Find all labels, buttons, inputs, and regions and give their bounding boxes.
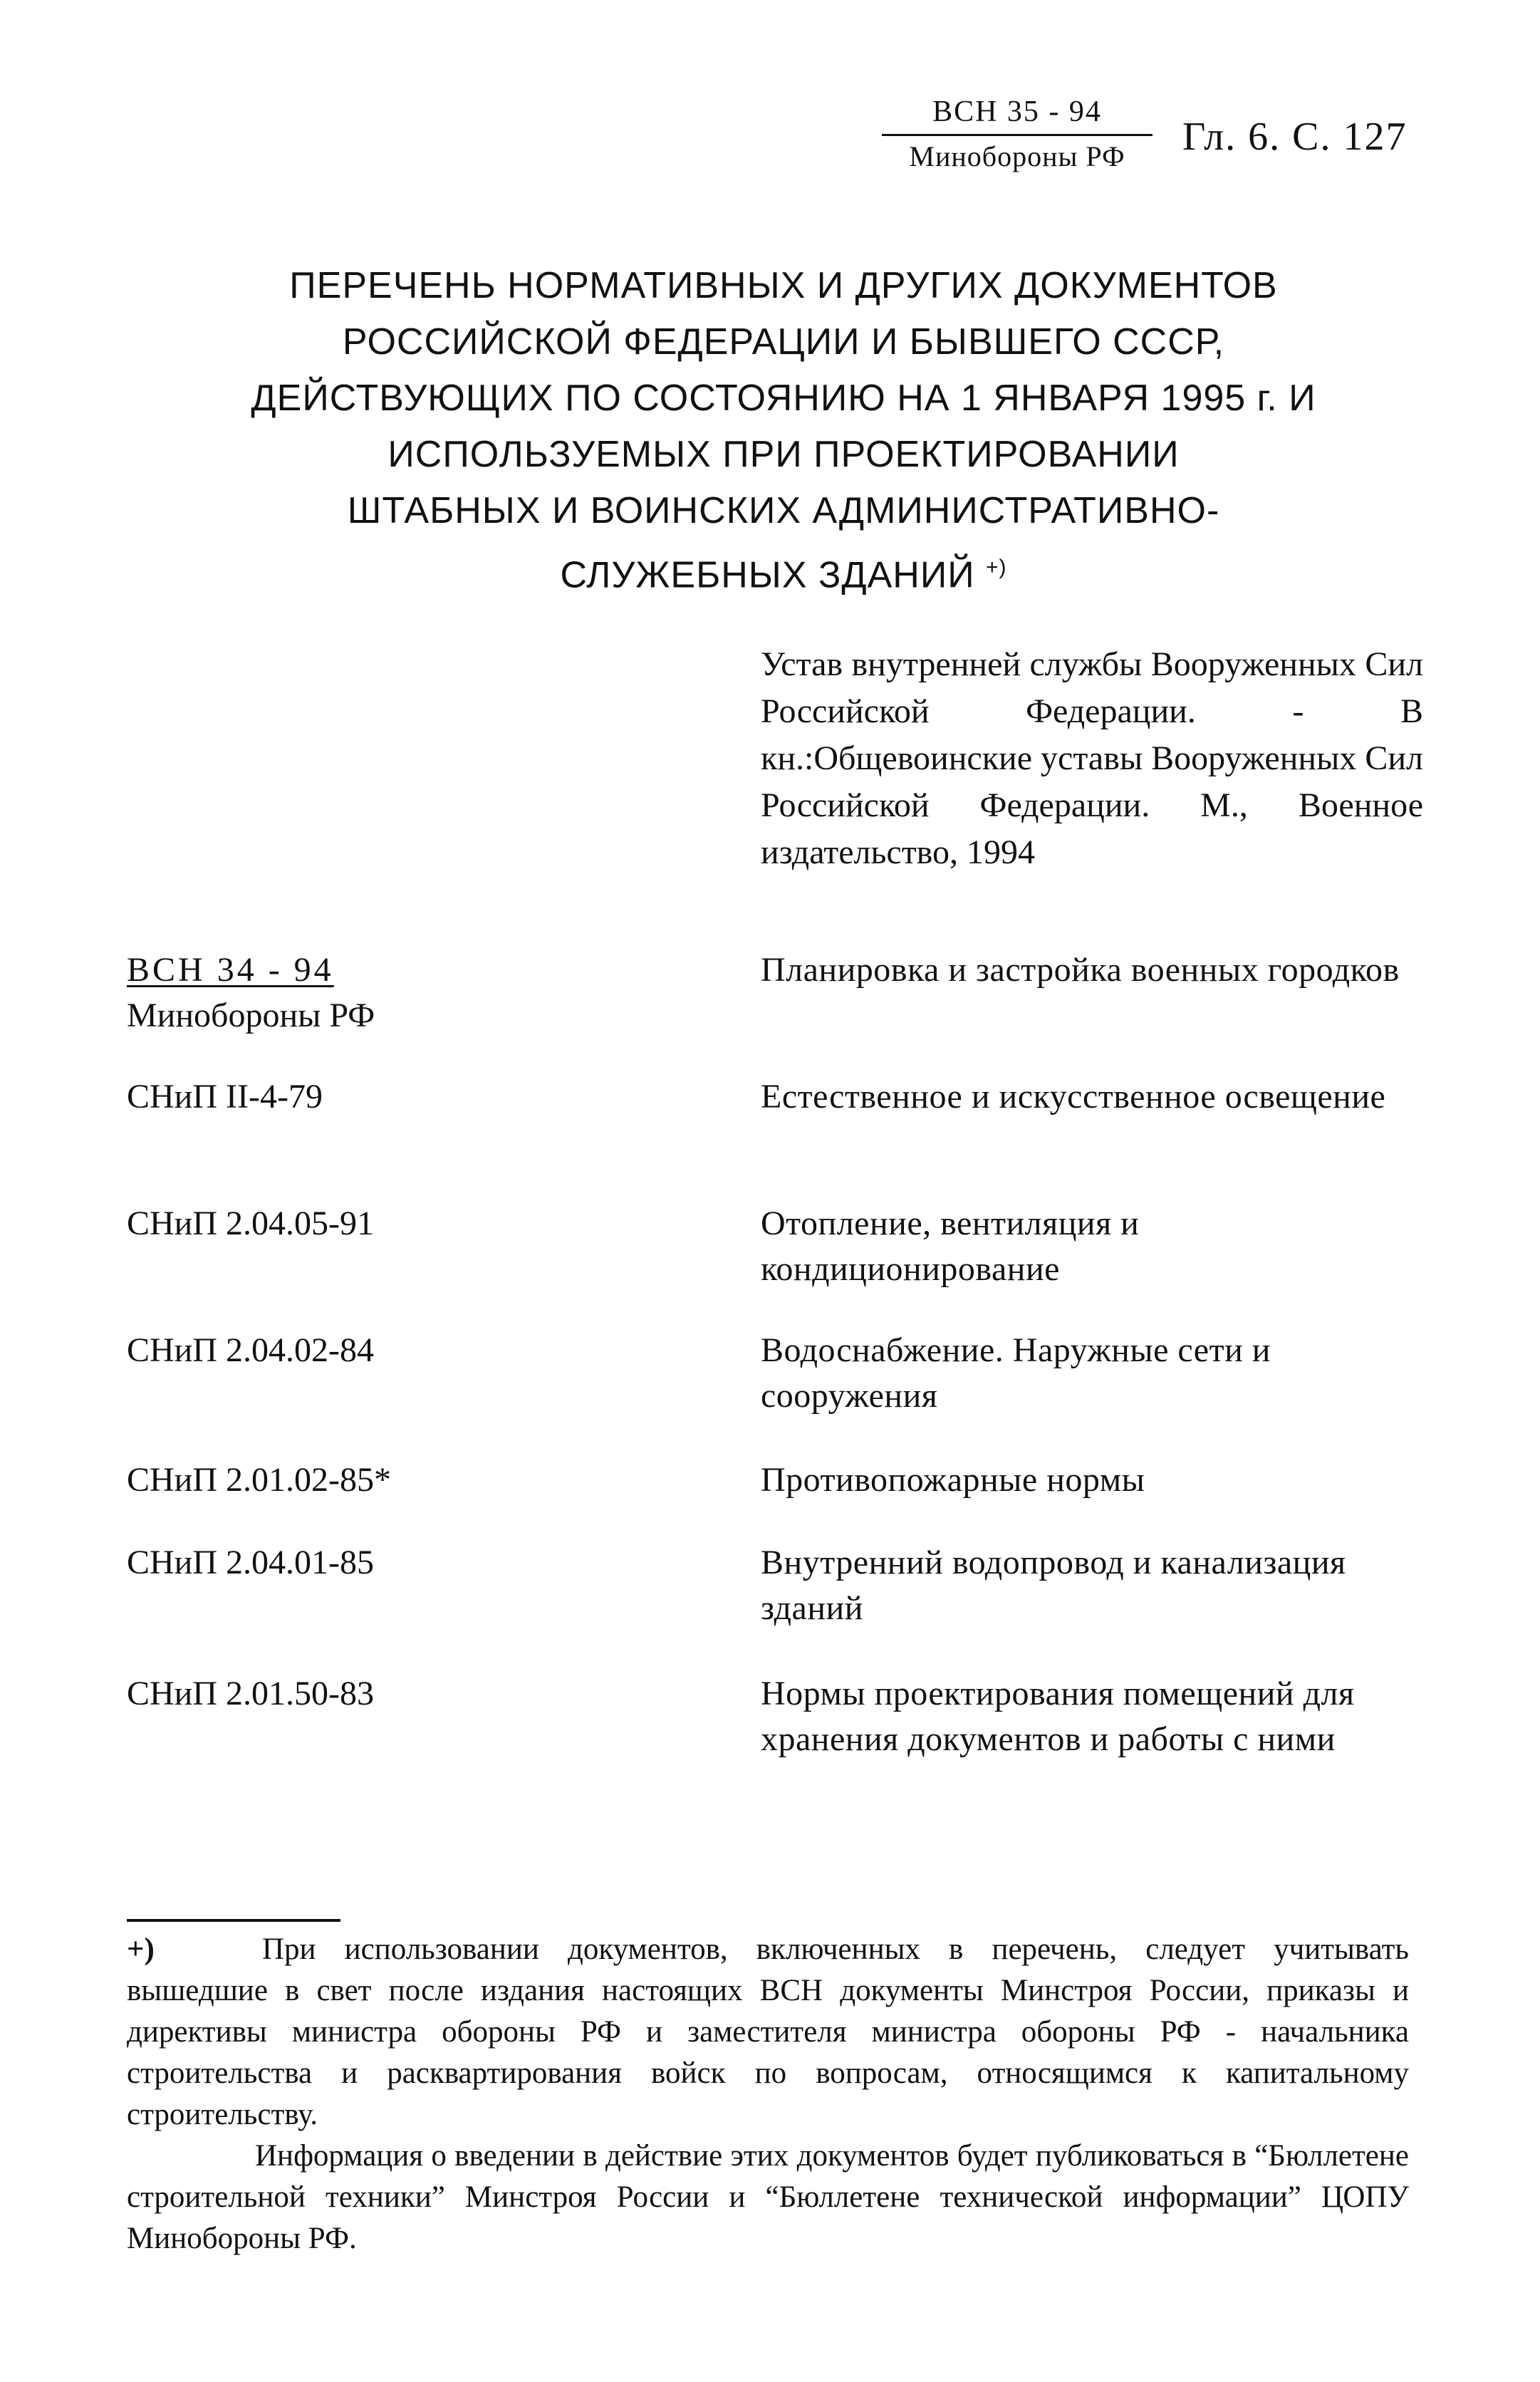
title-line: ИСПОЛЬЗУЕМЫХ ПРИ ПРОЕКТИРОВАНИИ xyxy=(387,434,1180,475)
document-description: Естественное и искусственное освещение xyxy=(761,1078,1386,1115)
document-code: СНиП 2.01.50-83 xyxy=(127,1675,375,1712)
title-line: ДЕЙСТВУЮЩИХ ПО СОСТОЯНИЮ НА 1 ЯНВАРЯ 1995 г. И xyxy=(251,378,1316,419)
title-line: ПЕРЕЧЕНЬ НОРМАТИВНЫХ И ДРУГИХ ДОКУМЕНТОВ xyxy=(289,265,1278,306)
title-line: РОССИЙСКОЙ ФЕДЕРАЦИИ И БЫВШЕГО СССР, xyxy=(342,321,1225,363)
document-description: Водоснабжение. Наружные сети и сооружения xyxy=(761,1331,1271,1415)
document-code: СНиП 2.04.05-91 xyxy=(127,1205,375,1242)
document-description: Планировка и застройка военных городков xyxy=(761,951,1400,989)
document-code: СНиП 2.04.02-84 xyxy=(127,1331,375,1369)
title-line-text: СЛУЖЕБНЫХ ЗДАНИЙ xyxy=(560,554,975,596)
document-code: СНиП 2.01.02-85* xyxy=(127,1461,392,1499)
page-title xyxy=(164,258,1403,603)
footnote-divider xyxy=(127,1919,340,1922)
document-reference xyxy=(882,91,1153,177)
document-code xyxy=(127,947,697,1039)
document-code-line: ВСН 34 - 94 xyxy=(127,951,334,989)
page-reference: Гл. 6. С. 127 xyxy=(1182,115,1408,159)
footnote-mark: +) xyxy=(127,1933,155,1966)
footnote-paragraph xyxy=(127,1929,1409,2136)
title-footnote-ref: +) xyxy=(986,556,1007,579)
footnote-text: При использовании документов, включенных в перечень, следует учитывать вышедшие в свет после издания настоящих ВСН документы Минстроя России, приказы и директивы министра обороны РФ и заместителя министра обороны РФ - начальника строительства и расквартирования войск по вопросам, относящимся к капитальному строительству. xyxy=(127,1933,1409,2131)
intro-document-description: Устав внутренней службы Вооруженных Сил Российской Федерации. - В кн.:Общевоинские уставы Вооруженных Сил Российской Федерации. М., Военное издательство, 1994 xyxy=(761,645,1423,871)
title-line: ШТАБНЫХ И ВОИНСКИХ АДМИНИСТРАТИВНО- xyxy=(347,490,1220,531)
document-description: Отопление, вентиляция и кондиционирование xyxy=(761,1205,1140,1288)
document-code: СНиП II-4-79 xyxy=(127,1078,323,1115)
header-code: ВСН 35 - 94 xyxy=(882,91,1153,136)
document-code-ministry: Минобороны РФ xyxy=(127,997,375,1034)
footnote-text: Информация о введении в действие этих документов будет публиковаться в “Бюллетене строительной техники” Минстроя России и “Бюллетене технической информации” ЦОПУ Минобороны РФ. xyxy=(127,2139,1409,2255)
document-code: СНиП 2.04.01-85 xyxy=(127,1544,375,1581)
header-ministry: Минобороны РФ xyxy=(909,140,1125,172)
document-description: Нормы проектирования помещений для хранения документов и работы с ними xyxy=(761,1675,1355,1758)
footnote-paragraph xyxy=(127,2136,1409,2259)
footnote xyxy=(127,1929,1409,2259)
document-description: Противопожарные нормы xyxy=(761,1461,1145,1499)
document-description: Внутренний водопровод и канализация зданий xyxy=(761,1544,1346,1627)
title-line xyxy=(164,539,1403,603)
